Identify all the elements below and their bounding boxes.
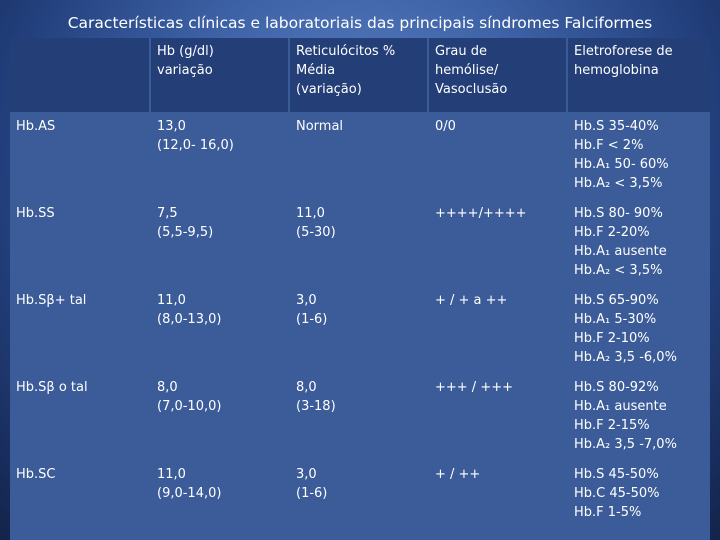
hb-cell: 11,0 (9,0-14,0) — [150, 461, 289, 540]
header-cell-hemolysis: Grau de hemólise/ Vasoclusão — [428, 38, 567, 113]
hb-cell: 11,0 (8,0-13,0) — [150, 287, 289, 374]
electrophoresis-cell: Hb.S 65-90% Hb.A₁ 5-30% Hb.F 2-10% Hb.A₂ 3,5 -6,0% — [567, 287, 710, 374]
hemolysis-cell: + / ++ — [428, 461, 567, 540]
reticulocytes-cell: 3,0 (1-6) — [289, 287, 428, 374]
hemolysis-cell: ++++/++++ — [428, 200, 567, 287]
hemolysis-cell: +++ / +++ — [428, 374, 567, 461]
reticulocytes-cell: 11,0 (5-30) — [289, 200, 428, 287]
header-cell-reticulocytes: Reticulócitos % Média (variação) — [289, 38, 428, 113]
row-label: Hb.Sβ+ tal — [10, 287, 150, 374]
electrophoresis-cell: Hb.S 35-40% Hb.F < 2% Hb.A₁ 50- 60% Hb.A₂ < 3,5% — [567, 113, 710, 200]
hemolysis-cell: 0/0 — [428, 113, 567, 200]
sickle-cell-syndromes-table — [10, 38, 710, 540]
hb-cell: 8,0 (7,0-10,0) — [150, 374, 289, 461]
table-header-row — [10, 38, 710, 113]
table-row — [10, 200, 710, 287]
hb-cell: 7,5 (5,5-9,5) — [150, 200, 289, 287]
reticulocytes-cell: Normal — [289, 113, 428, 200]
row-label: Hb.SS — [10, 200, 150, 287]
header-cell-electrophoresis: Eletroforese de hemoglobina — [567, 38, 710, 113]
hemolysis-cell: + / + a ++ — [428, 287, 567, 374]
row-label: Hb.AS — [10, 113, 150, 200]
header-cell-hb: Hb (g/dl) variação — [150, 38, 289, 113]
row-label: Hb.Sβ o tal — [10, 374, 150, 461]
slide-title: Características clínicas e laboratoriais das principais síndromes Falciformes — [67, 14, 653, 32]
electrophoresis-cell: Hb.S 80-92% Hb.A₁ ausente Hb.F 2-15% Hb.A₂ 3,5 -7,0% — [567, 374, 710, 461]
table-row — [10, 113, 710, 200]
row-label: Hb.SC — [10, 461, 150, 540]
hb-cell: 13,0 (12,0- 16,0) — [150, 113, 289, 200]
table-row — [10, 374, 710, 461]
table-row — [10, 461, 710, 540]
electrophoresis-cell: Hb.S 45-50% Hb.C 45-50% Hb.F 1-5% — [567, 461, 710, 540]
reticulocytes-cell: 3,0 (1-6) — [289, 461, 428, 540]
electrophoresis-cell: Hb.S 80- 90% Hb.F 2-20% Hb.A₁ ausente Hb.A₂ < 3,5% — [567, 200, 710, 287]
reticulocytes-cell: 8,0 (3-18) — [289, 374, 428, 461]
table-row — [10, 287, 710, 374]
header-cell-empty — [10, 38, 150, 113]
